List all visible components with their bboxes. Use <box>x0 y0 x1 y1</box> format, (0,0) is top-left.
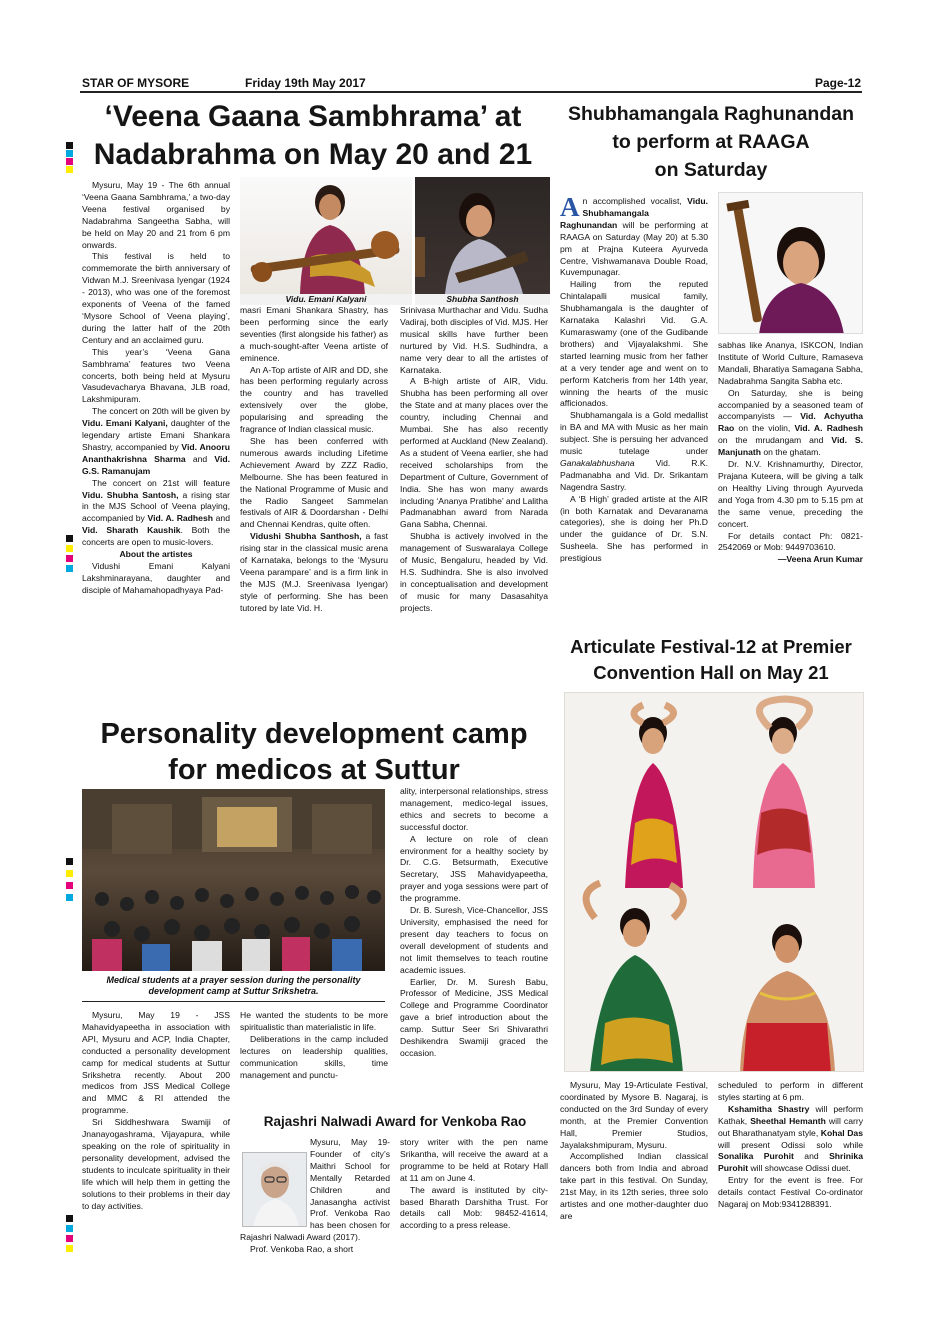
award-column-2 <box>400 1137 548 1232</box>
raaga-headline-line: Shubhamangala Raghunandan <box>567 103 855 125</box>
articulate-headline-line: Convention Hall on May 21 <box>593 662 829 683</box>
suttur-headline-line: Personality development camp <box>100 718 528 750</box>
articulate-headline-line: Articulate Festival-12 at Premier <box>570 636 852 657</box>
articulate-column-1 <box>560 1080 708 1223</box>
paragraph: Accomplished Indian classical dancers both from India and abroad take part in this festival. On Sunday, 21st May, in its 12th series, three solo artistes and one mother-daughter duo are <box>560 1151 708 1221</box>
paragraph: A lecture on role of clean environment for a healthy society by Dr. C.G. Betsurmath, Executive Secretary, JSS Mahavidyapeetha, prayer and yoga sessions were part of the programme. <box>400 833 548 904</box>
veena-headline <box>82 98 544 174</box>
paragraph: sabhas like Ananya, ISKCON, Indian Institute of World Culture, Ramaseva Mandali, Bharatiya Samagana Sabha, Nadabrahma Sangita Sabha etc. <box>718 340 863 386</box>
paragraph: ality, interpersonal relationships, stress management, medico-legal issues, ethics and secrets to become a successful doctor. <box>400 786 548 832</box>
paragraph: Srinivasa Murthachar and Vidu. Sudha Vadiraj, both disciples of Vid. MJS. Her musical skills have further been nurtured by Vid. H.S. Sudhindra, a name very dear to all the artistes of Karnataka. <box>400 305 548 375</box>
color-bar <box>66 535 73 581</box>
paragraph: Entry for the event is free. For details contact Festival Co-ordinator Nagaraj on Mob:9341288391. <box>718 1175 863 1210</box>
paper-name: STAR OF MYSORE <box>82 76 190 90</box>
paragraph: Mysuru, May 19-Founder of city’s Maithri School for Mentally Retarded Children and Janasangha activist Prof. Venkoba Rao has been chosen for Rajashri Nalwadi Award (2017). <box>240 1137 390 1243</box>
paragraph: story writer with the pen name Srikantha, will receive the award at a programme to be held at Rotary Hall at 11 am on June 4. <box>400 1137 548 1183</box>
paragraph: An accomplished vocalist, Vidu. Shubhamangala Raghunandan will be performing at RAAGA on Saturday (May 20) at 5.30 pm at Prajna Kuteera Ayurveda Centre, Vishwamanava Double Road, Kuvempunagar. <box>560 192 708 278</box>
emani-kalyani-photo <box>240 177 412 294</box>
drop-cap: A <box>560 192 580 222</box>
paragraph: A ‘B High’ graded artiste at the AIR (in both Karnatak and Devaranama categories), she is doing her Ph.D under the guidance of Dr. S.N. Susheela. She has performed in prestigious <box>560 493 708 564</box>
dancers-photo-collage <box>564 692 864 1072</box>
color-bar <box>66 858 73 904</box>
paragraph: Earlier, Dr. M. Suresh Babu, Professor of Medicine, JSS Medical College and Programme Coordinator gave a brief introduction about the camp. Suttur Seer Sri Shivarathri Deshikendra Swamiji graced the occasion. <box>400 976 548 1058</box>
veena-column-3 <box>400 305 548 615</box>
suttur-right-column <box>400 786 548 1060</box>
suttur-headline <box>78 716 550 788</box>
award-headline: Rajashri Nalwadi Award for Venkoba Rao <box>263 1114 527 1129</box>
paragraph: Mysuru, May 19-Articulate Festival, coordinated by Mysore B. Nagaraj, is conducted on the 3rd Sunday of every month, at the Premier Convention Hall, Premier Studios, Jayalakshmipuram, Mysuru. <box>560 1080 708 1150</box>
shubhamangala-photo <box>718 192 863 334</box>
paragraph: Prof. Venkoba Rao, a short <box>250 1244 354 1255</box>
veena-column-1 <box>82 180 230 597</box>
caption-line: development camp at Suttur Srikshetra. <box>148 986 319 996</box>
veena-column-2 <box>240 305 388 615</box>
suttur-headline-line: for medicos at Suttur <box>168 754 460 786</box>
caption-line: Medical students at a prayer session during the personality <box>106 975 361 985</box>
students-prayer-photo <box>82 789 385 971</box>
paragraph: Shubhamangala is a Gold medallist in BA and MA with Music as her main subject. She is persuing her advanced music tutelage under Ganakalabhushana Vid. R.K. Padmanabha and Vid. Dr. Srikantam Nagendra Sastry. <box>560 410 708 492</box>
paragraph: masri Emani Shankara Shastry, has been performing since the early seventies (first alongside his father) as a much-sought-after Veena artiste of eminence. <box>240 305 388 363</box>
paragraph: Deliberations in the camp included lectures on leadership qualities, communication skills, time management and punctu- <box>240 1033 388 1080</box>
articulate-column-2 <box>718 1080 863 1211</box>
suttur-column-1 <box>82 1010 230 1212</box>
paragraph: The concert on 20th will be given by Vidu. Emani Kalyani, daughter of the legendary artiste Emani Shankara Shastry, accompanied by Vid. Anooru Ananthakrishna Sharma and Vid. G.S. Ramanujam <box>82 406 231 476</box>
paragraph: Kshamitha Shastry will perform Kathak, Sheethal Hemanth will carry out Bharathanatyam style, Kohal Das will present Odissi solo while Sonalika Purohit and Shrinika Purohit will showcase Odissi duet. <box>718 1103 864 1174</box>
subheading: About the artistes <box>119 549 193 560</box>
photo-caption: Vidu. Emani Kalyani <box>240 294 412 305</box>
paragraph: He wanted the students to be more spiritualistic than materialistic in life. <box>240 1010 388 1032</box>
paragraph: Mysuru, May 19 - The 6th annual ‘Veena Gaana Sambhrama,’ a two-day Veena festival organised by Nadabrahma Sangeetha Sabha, will be held on May 20 and 21 from 6 pm onwards. <box>82 180 230 250</box>
paragraph: scheduled to perform in different styles starting at 6 pm. <box>718 1080 863 1102</box>
award-column-1 <box>240 1137 390 1256</box>
photo-caption <box>82 975 385 997</box>
raaga-column-1 <box>560 192 708 565</box>
color-bar <box>66 142 73 174</box>
raaga-column-2 <box>718 340 863 566</box>
byline: —Veena Arun Kumar <box>777 554 863 565</box>
paragraph: This year’s ‘Veena Gana Sambhrama’ features two Veena concerts, both being held at Mysuru Vasudevacharya Bhavana, JLB road, Lakshmipuram. <box>82 346 230 405</box>
raaga-headline <box>556 100 866 184</box>
paragraph: Dr. N.V. Krishnamurthy, Director, Prajana Kuteera, will be giving a talk on Healthy Living through Ayurveda and Yoga from 4.30 pm to 5.15 pm at the same venue, preceding the concert. <box>718 459 863 529</box>
photo-caption: Shubha Santhosh <box>415 294 550 305</box>
header-rule <box>80 91 862 93</box>
suttur-column-2 <box>240 1010 388 1081</box>
caption-rule <box>82 1001 385 1002</box>
paragraph: For details contact Ph: 0821-2542069 or Mob: 9449703610. <box>718 530 863 553</box>
page-number: Page-12 <box>815 76 862 90</box>
paragraph: The award is instituted by city-based Bharath Darshitha Trust. For details call Mob: 98452-41614, according to a press release. <box>400 1184 548 1231</box>
paragraph: This festival is held to commemorate the birth anniversary of Vidwan M.J. Sreenivasa Iyengar (1924 - 2013), who was one of the foremost exponents of Veena of the famed ‘Mysore School of Veena playing’, during the latter half of the 20th Century and an acclaimed guru. <box>82 251 230 345</box>
paragraph: An A-Top artiste of AIR and DD, she has been performing regularly across the country and has travelled extensively over the globe, popularising and spreading the fragrance of Indian classical music. <box>240 364 388 435</box>
paragraph: On Saturday, she is being accompanied by a seasoned team of accompanyists — Vid. Achyutha Rao on the violin, Vid. A. Radhesh on the mrudangam and Vid. S. Manjunath on the ghatam. <box>718 387 864 458</box>
raaga-headline-line: to perform at RAAGA <box>612 131 810 153</box>
paragraph: Vidushi Shubha Santhosh, a fast rising star in the classical music arena of Karnataka, belongs to the ‘Mysuru Veena parampare’ and is a firm link in the MJS (M.J. Sreenivasa Iyengar) style of performing. She has been tutored by late Vid. H. <box>240 531 389 613</box>
raaga-headline-line: on Saturday <box>654 159 768 181</box>
color-bar <box>66 1215 73 1253</box>
paragraph: Dr. B. Suresh, Vice-Chancellor, JSS University, emphasised the need for present day teachers to focus on overall development of students and not limit themselves to teach routine academic issues. <box>400 905 548 975</box>
paragraph: Sri Siddheshwara Swamiji of Jnanayogashrama, Vijayapura, while speaking on the role of spirituality in personality development, advised the students to inculcate spirituality in their life which will help them in getting the solutions to their problems in their day to day activities. <box>82 1117 230 1211</box>
paragraph: She has been conferred with numerous awards including Lifetime Achievement Award by ZZZ Radio, Melbourne. She has been featured in the National Programme of Music and the Radio Sangeet Sammelan festivals of AIR & Doordarshan - Delhi and Chennai Kendras, quite often. <box>240 435 388 530</box>
shubha-santhosh-photo <box>415 177 550 294</box>
paragraph: Vidushi Emani Kalyani Lakshminarayana, daughter and disciple of Mahamahopadhyaya Pad- <box>82 561 230 595</box>
photo-spacer <box>240 1137 310 1229</box>
veena-headline-line: ‘Veena Gaana Sambhrama’ at <box>104 100 522 133</box>
paragraph: Mysuru, May 19 - JSS Mahavidyapeetha in association with API, Mysuru and ACP, India Chapter, conducted a personality development camp for medical students at Suttur Srikshetra recently. About 200 medicos from JSS Medical College and MMC & RI attended the programme. <box>82 1010 230 1116</box>
issue-date: Friday 19th May 2017 <box>245 76 366 90</box>
paragraph: A B-high artiste of AIR, Vidu. Shubha has been performing all over the State and at many places over the country, including Chennai and Mumbai. She has also recently performed at Auckland (New Zealand). As a student of Veena earlier, she had received scholarships from the Department of Culture, Government of India. She has won many awards including ‘Ananya Pratibhe’ and Lalitha Padmanabhan award from Narada Gana Sabha, Chennai. <box>400 376 548 530</box>
articulate-headline <box>556 634 866 686</box>
veena-headline-line: Nadabrahma on May 20 and 21 <box>93 138 533 171</box>
paragraph: The concert on 21st will feature Vidu. Shubha Santosh, a rising star in the MJS School of Veena playing, accompanied by Vid. A. Radhesh and Vid. Sharath Kaushik. Both the concerts are open to music-lovers. <box>82 477 230 548</box>
paragraph: Shubha is actively involved in the management of Suswaralaya College of Music, Bengaluru, headed by Vid. H.S. Sudhindra. She is also involved in conceptualisation and development of music for many Dasasahitya projects. <box>400 531 548 613</box>
paragraph: Hailing from the reputed Chintalapalli musical family, Shubhamangala is the daughter of Karnataka Kalashri Vid. G.A. Kumaraswamy (one of the Gudibande brothers) and Vijayalakshmi. She started learning music from her father at a very tender age and went on to perform Katcheris from her 14th year, winning the hearts of the music afficionados. <box>560 279 708 409</box>
